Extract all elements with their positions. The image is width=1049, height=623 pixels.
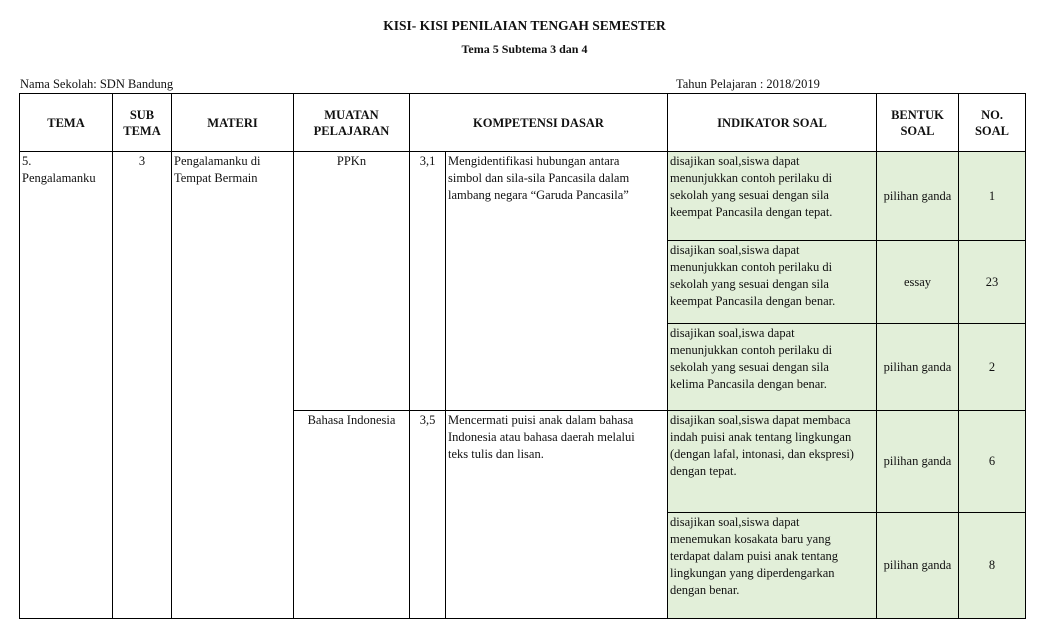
indikator-cell: disajikan soal,siswa dapat menunjukkan contoh perilaku di sekolah yang sesuai dengan sila keempat Pancasila dengan tepat. bbox=[668, 152, 877, 241]
document-subtitle: Tema 5 Subtema 3 dan 4 bbox=[461, 42, 588, 56]
kd-text-cell: Mencermati puisi anak dalam bahasa Indonesia atau bahasa daerah melalui teks tulis dan lisan. bbox=[446, 411, 668, 619]
no-soal-cell: 23 bbox=[959, 241, 1026, 324]
kisi-kisi-table bbox=[19, 93, 1026, 619]
tema-cell: 5. Pengalamanku bbox=[20, 152, 113, 619]
col-header-bentuk: BENTUK SOAL bbox=[877, 94, 959, 152]
muatan-cell: Bahasa Indonesia bbox=[294, 411, 410, 619]
indikator-cell: disajikan soal,iswa dapat menunjukkan contoh perilaku di sekolah yang sesuai dengan sila kelima Pancasila dengan benar. bbox=[668, 324, 877, 411]
col-header-subtema: SUB TEMA bbox=[113, 94, 172, 152]
header-row bbox=[20, 94, 1026, 152]
kd-text-cell: Mengidentifikasi hubungan antara simbol dan sila-sila Pancasila dalam lambang negara “Garuda Pancasila” bbox=[446, 152, 668, 411]
no-soal-cell: 2 bbox=[959, 324, 1026, 411]
bentuk-soal-cell: essay bbox=[877, 241, 959, 324]
subtema-cell: 3 bbox=[113, 152, 172, 619]
col-header-indikator: INDIKATOR SOAL bbox=[668, 94, 877, 152]
col-header-kompetensi-dasar: KOMPETENSI DASAR bbox=[410, 94, 668, 152]
kd-number-cell: 3,1 bbox=[410, 152, 446, 411]
no-soal-cell: 8 bbox=[959, 513, 1026, 619]
no-soal-cell: 1 bbox=[959, 152, 1026, 241]
school-name: Nama Sekolah: SDN Bandung bbox=[20, 77, 174, 91]
bentuk-soal-cell: pilihan ganda bbox=[877, 513, 959, 619]
muatan-cell: PPKn bbox=[294, 152, 410, 411]
col-header-materi: MATERI bbox=[172, 94, 294, 152]
table-row bbox=[20, 152, 1026, 241]
bentuk-soal-cell: pilihan ganda bbox=[877, 324, 959, 411]
document-title: KISI- KISI PENILAIAN TENGAH SEMESTER bbox=[383, 18, 666, 33]
indikator-cell: disajikan soal,siswa dapat menemukan kosakata baru yang terdapat dalam puisi anak tentang lingkungan yang diperdengarkan dengan benar. bbox=[668, 513, 877, 619]
col-header-no-soal: NO. SOAL bbox=[959, 94, 1026, 152]
bentuk-soal-cell: pilihan ganda bbox=[877, 411, 959, 513]
materi-cell: Pengalamanku di Tempat Bermain bbox=[172, 152, 294, 619]
col-header-muatan: MUATAN PELAJARAN bbox=[294, 94, 410, 152]
indikator-cell: disajikan soal,siswa dapat membaca indah puisi anak tentang lingkungan (dengan lafal, intonasi, dan ekspresi) dengan tepat. bbox=[668, 411, 877, 513]
no-soal-cell: 6 bbox=[959, 411, 1026, 513]
kd-number-cell: 3,5 bbox=[410, 411, 446, 619]
indikator-cell: disajikan soal,siswa dapat menunjukkan contoh perilaku di sekolah yang sesuai dengan sila keempat Pancasila dengan benar. bbox=[668, 241, 877, 324]
col-header-tema: TEMA bbox=[20, 94, 113, 152]
bentuk-soal-cell: pilihan ganda bbox=[877, 152, 959, 241]
academic-year: Tahun Pelajaran : 2018/2019 bbox=[676, 77, 820, 91]
